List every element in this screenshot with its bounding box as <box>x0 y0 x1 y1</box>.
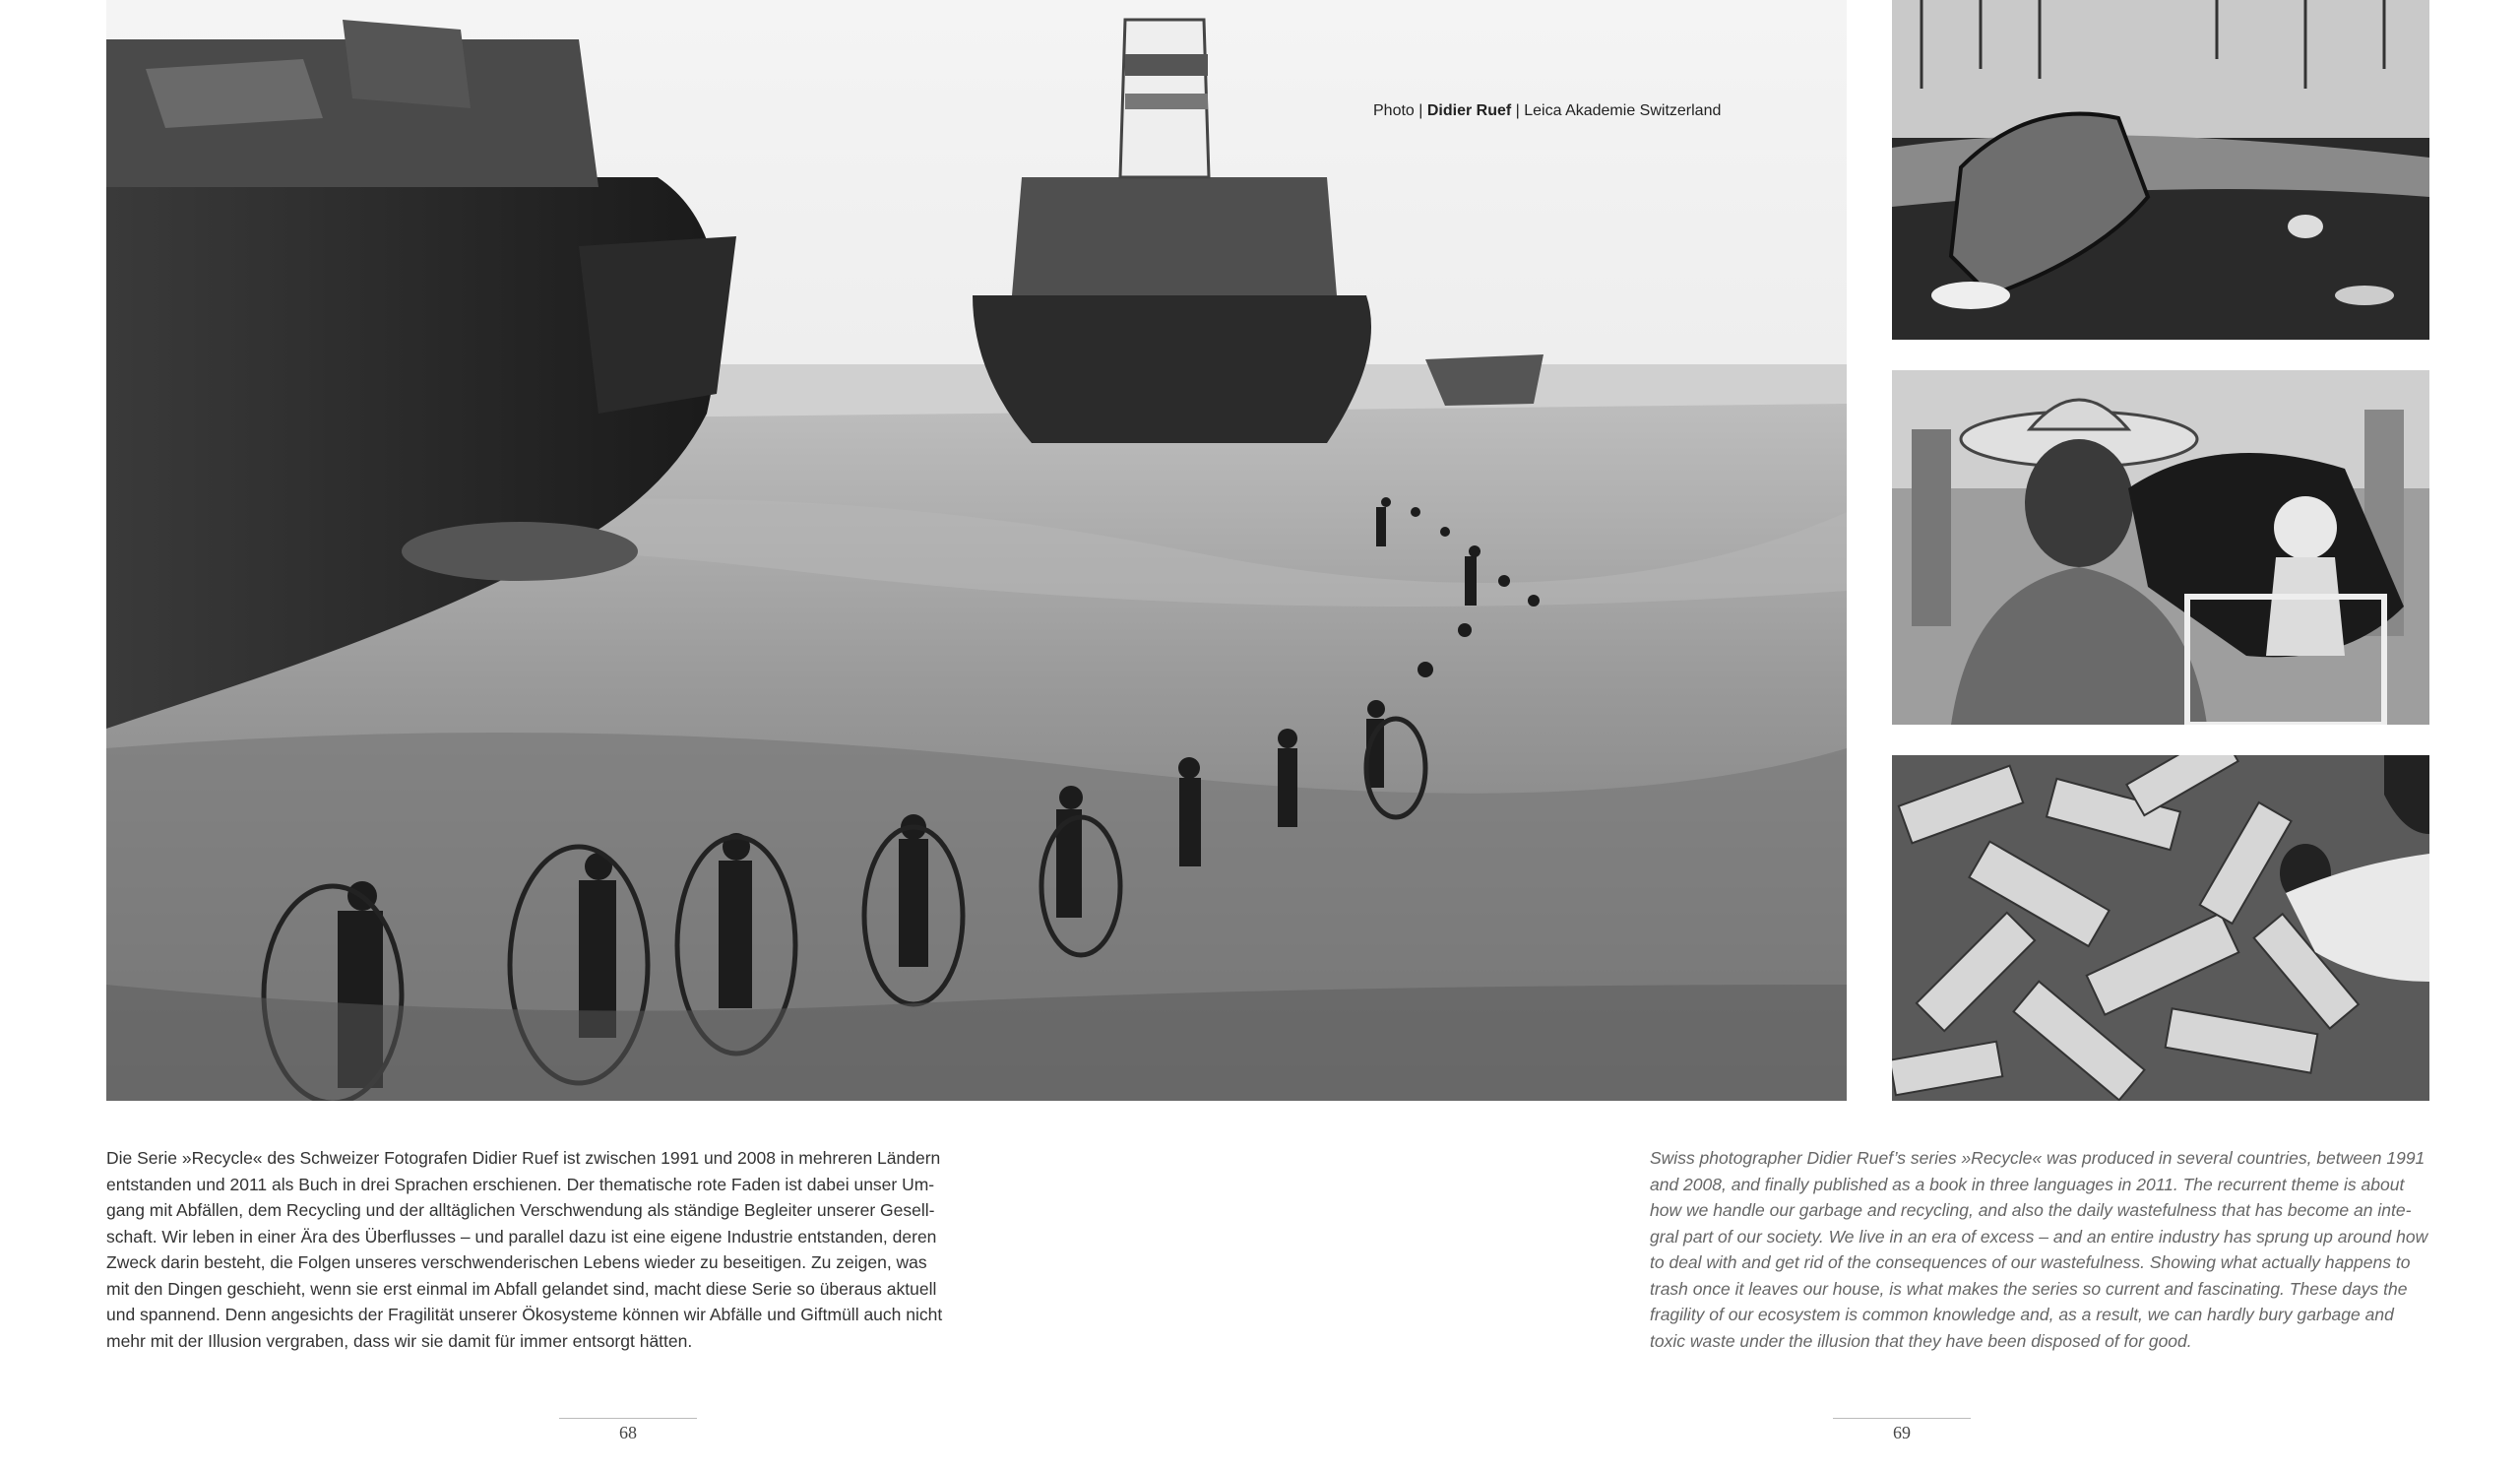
text-line: and 2008, and finally published as a book in three languages in 2011. The recurrent theme is about <box>1650 1174 2405 1194</box>
text-line: toxic waste under the illusion that they have been disposed of for good. <box>1650 1330 2192 1351</box>
photo-credit <box>1373 102 1721 120</box>
body-text-english <box>1650 1145 2437 1354</box>
text-line: fragility of our ecosystem is common knowledge and, as a result, we can hardly bury garbage and <box>1650 1305 2394 1324</box>
text-line: mehr mit der Illusion vergraben, dass wir sie damit für immer entsorgt hätten. <box>106 1330 693 1351</box>
text-line: Die Serie »Recycle« des Schweizer Fotografen Didier Ruef ist zwischen 1991 und 2008 in mehreren Ländern <box>106 1148 941 1168</box>
body-text-german <box>106 1145 953 1354</box>
text-line: gang mit Abfällen, dem Recycling und der alltäglichen Verschwendung als ständige Begleiter unserer Gesell- <box>106 1200 935 1220</box>
credit-suffix: | Leica Akademie Switzerland <box>1511 102 1722 119</box>
side-photo-oilfield <box>1892 0 2429 340</box>
text-line: schaft. Wir leben in einer Ära des Überflusses – und parallel dazu ist eine eigene Industrie entstanden, deren <box>106 1226 937 1247</box>
text-line: how we handle our garbage and recycling, and also the daily wastefulness that has become an inte- <box>1650 1200 2412 1220</box>
text-line: Zweck darin besteht, die Folgen unseres verschwenderischen Lebens wieder zu beseitigen. Zu zeigen, was <box>106 1252 927 1272</box>
text-line: gral part of our society. We live in an era of excess – and an entire industry has sprung up around how <box>1650 1226 2428 1247</box>
text-line: entstanden und 2011 als Buch in drei Sprachen erschienen. Der thematische rote Faden ist dabei unser Um- <box>106 1174 935 1194</box>
credit-photographer: Didier Ruef <box>1426 102 1512 119</box>
text-line: und spannend. Denn angesichts der Fragilität unserer Ökosysteme können wir Abfälle und Giftmüll auch nicht <box>106 1305 943 1324</box>
text-line: trash once it leaves our house, is what makes the series so current and fascinating. These days the <box>1650 1278 2408 1299</box>
side-photo-keyboards <box>1892 755 2429 1101</box>
main-photo-ship-breaking <box>106 0 1847 1101</box>
text-line: mit den Dingen geschieht, wenn sie erst einmal im Abfall gelandet sind, macht diese Serie so überaus aktuell <box>106 1278 937 1299</box>
page-number-left: 68 <box>559 1418 697 1443</box>
side-photo-man-with-doll <box>1892 370 2429 725</box>
credit-prefix: Photo | <box>1373 102 1427 119</box>
text-line: to deal with and get rid of the consequences of our wastefulness. Showing what actually happens to <box>1650 1252 2411 1272</box>
text-line: Swiss photographer Didier Ruef’s series »Recycle« was produced in several countries, between 1991 <box>1650 1148 2426 1168</box>
page-number-right: 69 <box>1833 1418 1971 1443</box>
